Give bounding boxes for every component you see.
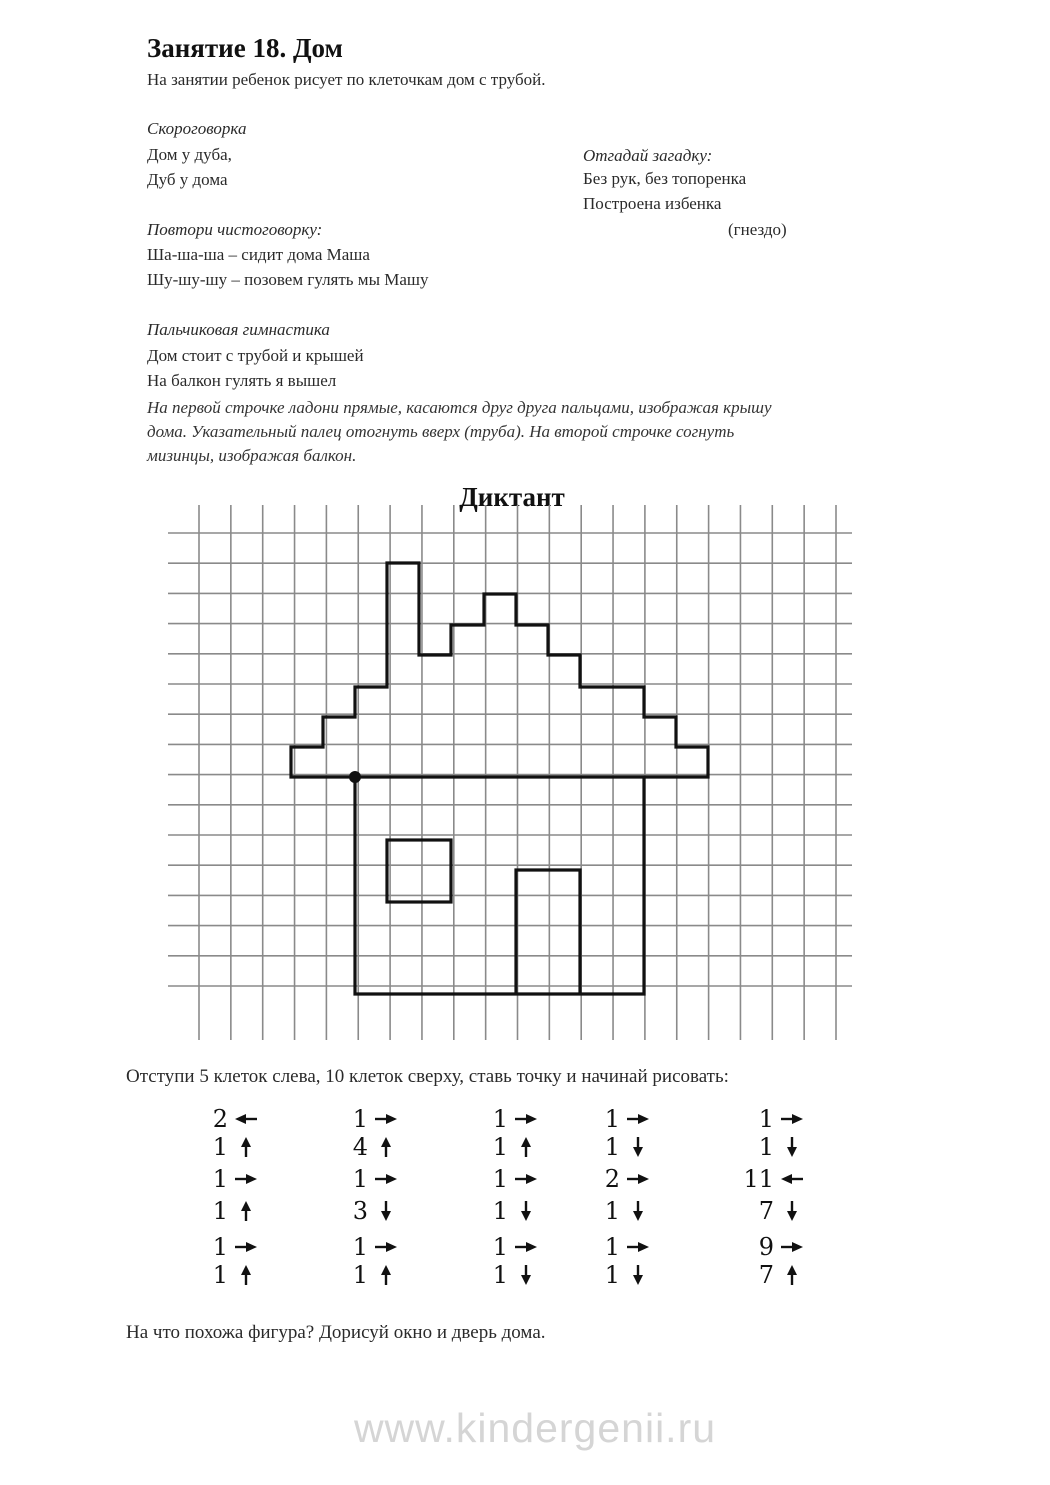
dictation-step [740,1195,810,1226]
arrow-right-icon [774,1240,810,1254]
riddle-line: Без рук, без топоренка [583,169,747,188]
dictation-step [474,1259,544,1290]
arrow-right-icon [228,1172,264,1186]
step-count: 1 [212,1196,228,1225]
step-count: 1 [352,1260,368,1289]
dictation-step [474,1195,544,1226]
step-count: 1 [604,1260,620,1289]
arrow-down-icon [508,1200,544,1222]
arrow-right-icon [228,1240,264,1254]
site-watermark: www.kindergenii.ru [353,1405,717,1451]
dictation-question: На что похожа фигура? Дорисуй окно и дверь дома. [126,1322,546,1343]
dictation-step [194,1131,264,1162]
dictation-step [740,1231,810,1262]
arrow-down-icon [620,1136,656,1158]
instruction-line: дома. Указательный палец отогнуть вверх (труба). На второй строчке согнуть [147,422,735,441]
arrow-right-icon [508,1112,544,1126]
step-count: 1 [604,1196,620,1225]
arrow-right-icon [368,1240,404,1254]
step-count: 1 [492,1104,508,1133]
dictation-step [586,1131,656,1162]
step-count: 1 [758,1132,774,1161]
dictation-step [194,1259,264,1290]
step-count: 1 [352,1232,368,1261]
arrow-right-icon [620,1172,656,1186]
grid-lines [168,505,852,1040]
dictation-step [586,1231,656,1262]
dictation-step [586,1259,656,1290]
step-count: 1 [758,1104,774,1133]
arrow-right-icon [368,1112,404,1126]
arrow-right-icon [368,1172,404,1186]
arrow-up-icon [228,1136,264,1158]
arrow-up-icon [368,1264,404,1286]
step-count: 1 [604,1132,620,1161]
dictation-step [474,1231,544,1262]
dictation-step [194,1163,264,1194]
finger-gym-heading: Пальчиковая гимнастика [147,320,330,339]
arrow-up-icon [508,1136,544,1158]
arrow-down-icon [368,1200,404,1222]
dictation-step [586,1195,656,1226]
step-count: 7 [758,1196,774,1225]
pure-phrase-line: Шу-шу-шу – позовем гулять мы Машу [147,269,429,289]
dictation-step [334,1195,404,1226]
step-count: 1 [212,1260,228,1289]
arrow-down-icon [774,1200,810,1222]
dictation-step [740,1163,810,1194]
start-point [349,771,361,783]
step-count: 9 [758,1232,774,1261]
dictation-step [334,1131,404,1162]
arrow-right-icon [774,1112,810,1126]
dictation-step [474,1163,544,1194]
riddle-heading: Отгадай загадку: [583,146,713,165]
pure-phrase-line: Ша-ша-ша – сидит дома Маша [147,245,370,264]
dictation-step [474,1103,544,1134]
dictation-step [740,1103,810,1134]
step-count: 11 [743,1164,774,1193]
arrow-up-icon [368,1136,404,1158]
step-count: 1 [492,1196,508,1225]
dictation-step [334,1103,404,1134]
arrow-down-icon [774,1136,810,1158]
step-count: 1 [212,1164,228,1193]
arrow-up-icon [774,1264,810,1286]
tongue-twister-line: Дом у дуба, [147,145,232,164]
step-count: 3 [352,1196,368,1225]
dictation-heading: Диктант [459,482,565,512]
arrow-right-icon [508,1240,544,1254]
arrow-up-icon [228,1200,264,1222]
instruction-line: На первой строчке ладони прямые, касаются друг друга пальцами, изображая крышу [147,398,772,417]
step-count: 7 [758,1260,774,1289]
step-count: 4 [352,1132,368,1161]
dictation-step [740,1259,810,1290]
pure-phrase-heading: Повтори чистоговорку: [147,220,323,239]
step-count: 1 [352,1104,368,1133]
step-count: 1 [212,1132,228,1161]
dictation-intro: Отступи 5 клеток слева, 10 клеток сверху, ставь точку и начинай рисовать: [126,1066,729,1087]
step-count: 1 [212,1232,228,1261]
arrow-right-icon [508,1172,544,1186]
house-window [387,840,451,902]
house-door [516,870,580,994]
tongue-twister-heading: Скороговорка [147,119,247,138]
dictation-step [194,1231,264,1262]
dictation-step [334,1231,404,1262]
step-count: 1 [492,1260,508,1289]
step-count: 2 [604,1164,620,1193]
finger-gym-line: На балкон гулять я вышел [147,370,337,390]
step-count: 1 [492,1132,508,1161]
arrow-up-icon [228,1264,264,1286]
dictation-step [194,1103,264,1134]
page-title: Занятие 18. Дом [147,33,343,63]
step-count: 1 [604,1232,620,1261]
arrow-right-icon [620,1112,656,1126]
step-count: 1 [352,1164,368,1193]
dictation-step [586,1103,656,1134]
arrow-down-icon [620,1200,656,1222]
arrow-left-icon [774,1172,810,1186]
tongue-twister-line: Дуб у дома [147,169,228,189]
dictation-step [474,1131,544,1162]
step-count: 1 [604,1104,620,1133]
step-count: 1 [492,1232,508,1261]
dictation-step [334,1163,404,1194]
step-count: 2 [212,1104,228,1133]
arrow-down-icon [508,1264,544,1286]
dictation-step [334,1259,404,1290]
dictation-step [740,1131,810,1162]
instruction-line: мизинцы, изображая балкон. [147,446,357,465]
riddle-answer: (гнездо) [728,220,787,239]
riddle-line: Построена избенка [583,193,722,213]
arrow-left-icon [228,1112,264,1126]
dictation-step [194,1195,264,1226]
step-count: 1 [492,1164,508,1193]
dictation-step [586,1163,656,1194]
arrow-right-icon [620,1240,656,1254]
page-subtitle: На занятии ребенок рисует по клеточкам дом с трубой. [147,70,546,89]
arrow-down-icon [620,1264,656,1286]
finger-gym-line: Дом стоит с трубой и крышей [147,346,364,365]
